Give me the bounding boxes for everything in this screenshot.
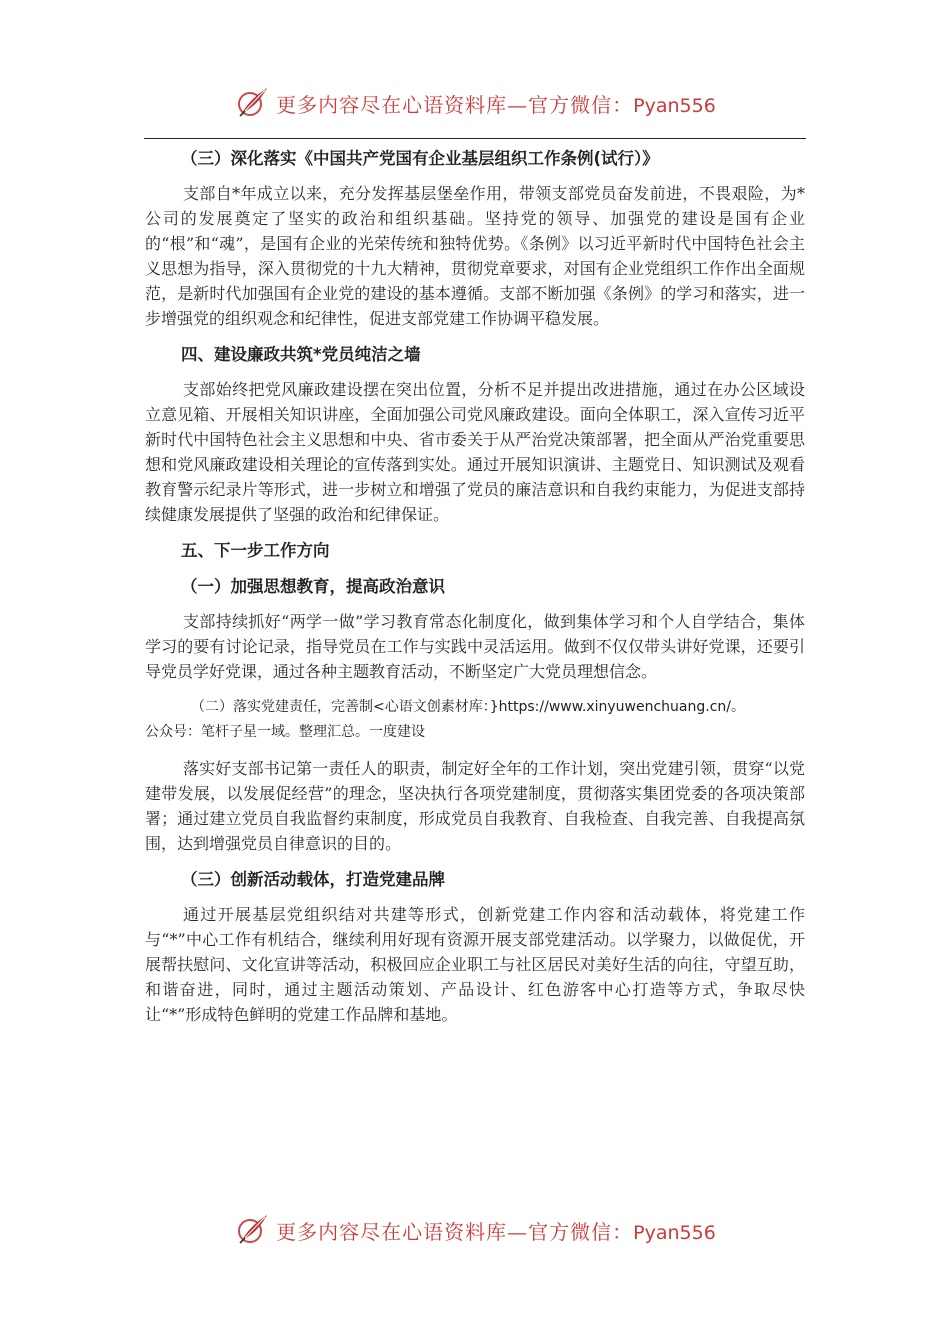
paragraph: 落实好支部书记第一责任人的职责，制定好全年的工作计划，突出党建引领，贯穿“以党建带发展，以发展促经营”的理念，坚决执行各项党建制度，贯彻落实集团党委的各项决策部署；通过建立党员自我监督约束制度，形成党员自我教育、自我检查、自我完善、自我提高氛围，达到增强党员自律意识的目的。 — [145, 759, 805, 853]
header-banner — [0, 83, 950, 123]
section-heading: （三）深化落实《中国共产党国有企业基层组织工作条例(试行）》 — [181, 149, 659, 168]
wechat-id: Pyan556 — [633, 94, 716, 117]
paragraph: 支部始终把党风廉政建设摆在突出位置，分析不足并提出改进措施，通过在办公区域设立意见箱、开展相关知识讲座，全面加强公司党风廉政建设。面向全体职工，深入宣传习近平新时代中国特色社会主义思想和中央、省市委关于从严治党决策部署，把全面从严治党重要思想和党风廉政建设相关理论的宣传落到实处。通过开展知识演讲、主题党日、知识测试及观看教育警示纪录片等形式，进一步树立和增强了党员的廉洁意识和自我约束能力，为促进支部持续健康发展提供了坚强的政治和纪律保证。 — [145, 380, 805, 524]
banner-text: 更多内容尽在心语资料库—官方微信：Pyan556 — [276, 1219, 716, 1244]
note-line: 公众号：笔杆子星一域。整理汇总。一度建设 — [145, 724, 425, 740]
document-body — [145, 146, 805, 1027]
paragraph: 支部持续抓好“两学一做”学习教育常态化制度化，做到集体学习和个人自学结合，集体学习的要有讨论记录，指导党员在工作与实践中灵活运用。做到不仅仅带头讲好党课，还要引导党员学好党课，通过各种主题教育活动，不断坚定广大党员理想信念。 — [145, 612, 805, 681]
header-rule — [144, 138, 806, 139]
quill-logo-icon — [234, 1212, 270, 1248]
section-heading: 五、下一步工作方向 — [181, 541, 330, 560]
section-heading: （一）加强思想教育，提高政治意识 — [181, 577, 445, 596]
paragraph: 支部自*年成立以来，充分发挥基层堡垒作用，带领支部党员奋发前进，不畏艰险，为*公司的发展奠定了坚实的政治和组织基础。坚持党的领导、加强党的建设是国有企业的“根”和“魂”，是国有企业的光荣传统和独特优势。《条例》以习近平新时代中国特色社会主义思想为指导，深入贯彻党的十九大精神，贯彻党章要求，对国有企业党组织工作作出全面规范，是新时代加强国有企业党的建设的基本遵循。支部不断加强《条例》的学习和落实，进一步增强党的组织观念和纪律性，促进支部党建工作协调平稳发展。 — [145, 184, 805, 328]
wechat-id: Pyan556 — [633, 1221, 716, 1244]
banner-text: 更多内容尽在心语资料库—官方微信：Pyan556 — [276, 92, 716, 117]
section-heading: 四、建设廉政共筑*党员纯洁之墙 — [181, 345, 421, 364]
footer-banner — [0, 1210, 950, 1250]
section-heading: （三）创新活动载体，打造党建品牌 — [181, 870, 445, 889]
paragraph: 通过开展基层党组织结对共建等形式，创新党建工作内容和活动载体，将党建工作与“*”中心工作有机结合，继续利用好现有资源开展支部党建活动。以学聚力，以做促优，开展帮扶慰问、文化宣讲等活动，积极回应企业职工与社区居民对美好生活的向往，守望互助，和谐奋进，同时，通过主题活动策划、产品设计、红色游客中心打造等方式，争取尽快让“*”形成特色鲜明的党建工作品牌和基地。 — [145, 905, 805, 1024]
note-line: （二）落实党建责任，完善制<心语文创素材库：}https://www.xinyuwenchuang.cn/。 — [191, 699, 745, 715]
quill-logo-icon — [234, 85, 270, 121]
